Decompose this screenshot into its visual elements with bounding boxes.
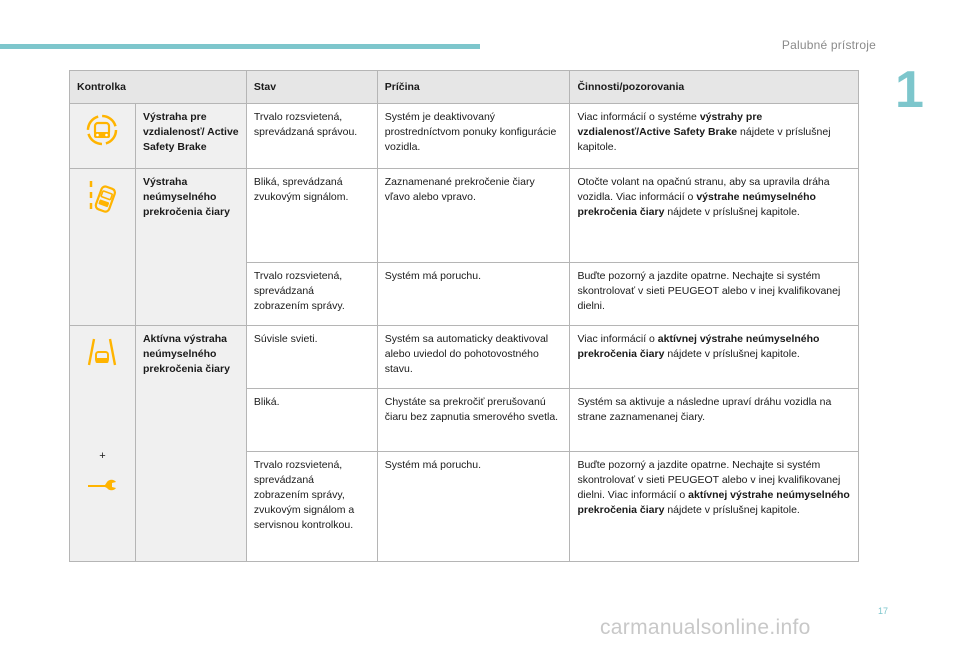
table-row — [70, 326, 859, 389]
action-cell — [570, 326, 859, 389]
indicator-name: Výstraha neúmyselného prekročenia čiary — [135, 169, 246, 326]
action-bold: aktívnej výstrahe neúmyselného prekročenia čiary — [577, 489, 850, 516]
state-cell: Bliká. — [246, 389, 377, 452]
column-header-indicator: Kontrolka — [70, 71, 247, 104]
watermark: carmanualsonline.info — [600, 616, 811, 639]
action-cell — [570, 104, 859, 169]
collision-warning-icon — [85, 113, 119, 147]
column-header-cause: Príčina — [377, 71, 570, 104]
header-accent-bar — [0, 44, 480, 49]
action-text: Otočte volant na opačnú stranu, aby sa upravila dráha vozidla. Viac informácií o — [577, 176, 830, 203]
indicator-name: Aktívna výstraha neúmyselného prekročenia čiary — [135, 326, 246, 562]
cause-cell: Chystáte sa prekročiť prerušovanú čiaru bez zapnutia smerového svetla. — [377, 389, 570, 452]
action-text: Viac informácií o — [577, 333, 658, 345]
warning-lights-table — [69, 70, 859, 562]
action-cell — [570, 452, 859, 562]
table-row — [70, 169, 859, 263]
lane-departure-icon — [85, 178, 119, 218]
icon-cell — [70, 104, 136, 169]
icon-group — [77, 332, 128, 494]
table-row — [70, 104, 859, 169]
state-cell: Trvalo rozsvietená, sprevádzaná zobrazením správy. — [246, 263, 377, 326]
action-bold: výstrahe neúmyselného prekročenia čiary — [577, 191, 816, 218]
action-text: nájdete v príslušnej kapitole. — [664, 504, 800, 516]
action-cell — [570, 169, 859, 263]
section-title: Palubné prístroje — [781, 38, 876, 52]
action-text: nájdete v príslušnej kapitole. — [577, 126, 831, 153]
action-bold: výstrahy pre vzdialenosť/Active Safety Brake — [577, 111, 763, 138]
indicator-name: Výstraha pre vzdialenosť/ Active Safety Brake — [135, 104, 246, 169]
state-cell: Trvalo rozsvietená, sprevádzaná správou. — [246, 104, 377, 169]
action-text: Viac informácií o systéme — [577, 111, 700, 123]
icon-cell — [70, 326, 136, 562]
action-text: nájdete v príslušnej kapitole. — [664, 206, 800, 218]
cause-cell: Zaznamenané prekročenie čiary vľavo alebo vpravo. — [377, 169, 570, 263]
action-text: nájdete v príslušnej kapitole. — [664, 348, 800, 360]
action-cell: Systém sa aktivuje a následne upraví dráhu vozidla na strane zaznamenanej čiary. — [570, 389, 859, 452]
column-header-actions: Činnosti/pozorovania — [570, 71, 859, 104]
active-lane-icon — [85, 335, 119, 369]
icon-cell — [70, 169, 136, 326]
column-header-state: Stav — [246, 71, 377, 104]
cause-cell: Systém sa automaticky deaktivoval alebo uviedol do pohotovostného stavu. — [377, 326, 570, 389]
state-cell: Bliká, sprevádzaná zvukovým signálom. — [246, 169, 377, 263]
action-bold: aktívnej výstrahe neúmyselného prekročenia čiary — [577, 333, 820, 360]
cause-cell: Systém je deaktivovaný prostredníctvom ponuky konfigurácie vozidla. — [377, 104, 570, 169]
state-cell: Trvalo rozsvietená, sprevádzaná zobrazením správy, zvukovým signálom a servisnou kontrolkou. — [246, 452, 377, 562]
page-number: 17 — [878, 606, 889, 616]
icon-separator: + — [99, 450, 106, 462]
table-header-row — [70, 71, 859, 104]
cause-cell: Systém má poruchu. — [377, 263, 570, 326]
action-cell: Buďte pozorný a jazdite opatrne. Nechajte si systém skontrolovať v sieti PEUGEOT alebo v inej kvalifikovanej dielni. — [570, 263, 859, 326]
chapter-number: 1 — [895, 61, 924, 119]
action-text: Buďte pozorný a jazdite opatrne. Nechajte si systém skontrolovať v sieti PEUGEOT alebo v inej kvalifikovanej dielni. Viac informácií o — [577, 459, 841, 501]
state-cell: Súvisle svieti. — [246, 326, 377, 389]
cause-cell: Systém má poruchu. — [377, 452, 570, 562]
service-wrench-icon — [85, 474, 119, 494]
